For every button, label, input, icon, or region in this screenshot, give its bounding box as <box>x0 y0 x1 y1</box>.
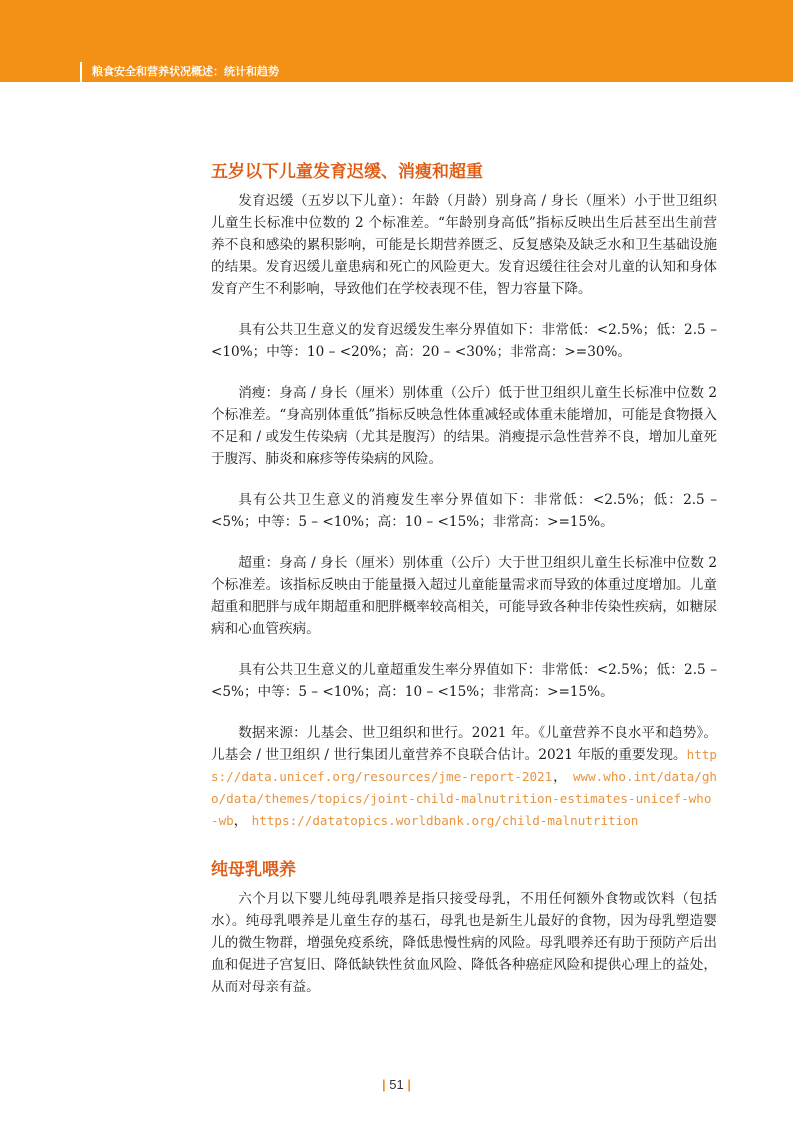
paragraph-overweight-thresholds: 具有公共卫生意义的儿童超重发生率分界值如下：非常低：<2.5%；低：2.5 – <5%；中等：5 – <10%；高：10 – <15%；非常高：>=15%。 <box>211 662 717 700</box>
paragraph-stunting-thresholds: 具有公共卫生意义的发育迟缓发生率分界值如下：非常低：<2.5%；低：2.5 – <10%；中等：10 – <20%；高：20 – <30%；非常高：>=30%。 <box>211 322 717 360</box>
source-text: 数据来源：儿基会、世卫组织和世行。2021 年。《儿童营养不良水平和趋势》。儿基会 / 世卫组织 / 世行集团儿童营养不良联合估计。2021 年版的重要发现。 <box>211 725 717 763</box>
link-unicef-jme[interactable]: https://data.unicef.org/resources/jme-report-2021 <box>211 747 717 784</box>
folio-divider-left: | <box>382 1077 386 1092</box>
running-header-inner <box>80 62 793 82</box>
paragraph-breastfeeding: 六个月以下婴儿纯母乳喂养是指只接受母乳，不用任何额外食物或饮料（包括水）。纯母乳喂养是儿童生存的基石，母乳也是新生儿最好的食物，因为母乳塑造婴儿的微生物群，增强免疫系统，降低患慢性病的风险。母乳喂养还有助于预防产后出血和促进子宫复旧、降低缺铁性贫血风险、降低各种癌症风险和提供心理上的益处，从而对母亲有益。 <box>211 891 717 995</box>
link-who-gho[interactable]: www.who.int/data/gho/data/themes/topics/joint-child-malnutrition-estimates-unicef-who-wb <box>211 769 717 828</box>
section-heading-stunting: 五岁以下儿童发育迟缓、消瘦和超重 <box>211 162 483 182</box>
folio-divider-right: | <box>407 1077 411 1092</box>
section-heading-breastfeeding: 纯母乳喂养 <box>211 860 296 880</box>
running-header <box>0 62 793 82</box>
link-separator: ， <box>233 813 248 829</box>
paragraph-data-source <box>211 722 717 832</box>
paragraph-stunting-definition: 发育迟缓（五岁以下儿童）：年龄（月龄）别身高 / 身长（厘米）小于世卫组织儿童生长标准中位数的 2 个标准差。“年龄别身高低”指标反映出生后甚至出生前营养不良和感染的累积影响，可能是长期营养匮乏、反复感染及缺乏水和卫生基础设施的结果。发育迟缓儿童患病和死亡的风险更大。发育迟缓往往会对儿童的认知和身体发育产生不利影响，导致他们在学校表现不佳，智力容量下降。 <box>211 193 717 297</box>
page-folio <box>0 1077 793 1092</box>
link-separator: ， <box>552 769 568 785</box>
paragraph-overweight-definition: 超重：身高 / 身长（厘米）别体重（公斤）大于世卫组织儿童生长标准中位数 2 个标准差。该指标反映由于能量摄入超过儿童能量需求而导致的体重过度增加。儿童超重和肥胖与成年期超重和肥胖概率较高相关，可能导致各种非传染性疾病，如糖尿病和心血管疾病。 <box>211 555 717 637</box>
running-title: 粮食安全和营养状况概述：统计和趋势 <box>92 65 279 78</box>
link-worldbank-datatopics[interactable]: https://datatopics.worldbank.org/child-malnutrition <box>251 813 639 828</box>
header-band <box>0 0 793 62</box>
paragraph-wasting-thresholds: 具有公共卫生意义的消瘦发生率分界值如下：非常低：<2.5%；低：2.5 – <5%；中等：5 – <10%；高：10 – <15%；非常高：>=15%。 <box>211 492 717 530</box>
page-content <box>211 160 717 1017</box>
page-number: 51 <box>389 1077 404 1092</box>
paragraph-wasting-definition: 消瘦：身高 / 身长（厘米）别体重（公斤）低于世卫组织儿童生长标准中位数 2 个标准差。“身高别体重低”指标反映急性体重减轻或体重未能增加，可能是食物摄入不足和 / 或发生传染病（尤其是腹泻）的结果。消瘦提示急性营养不良，增加儿童死于腹泻、肺炎和麻疹等传染病的风险。 <box>211 385 717 467</box>
